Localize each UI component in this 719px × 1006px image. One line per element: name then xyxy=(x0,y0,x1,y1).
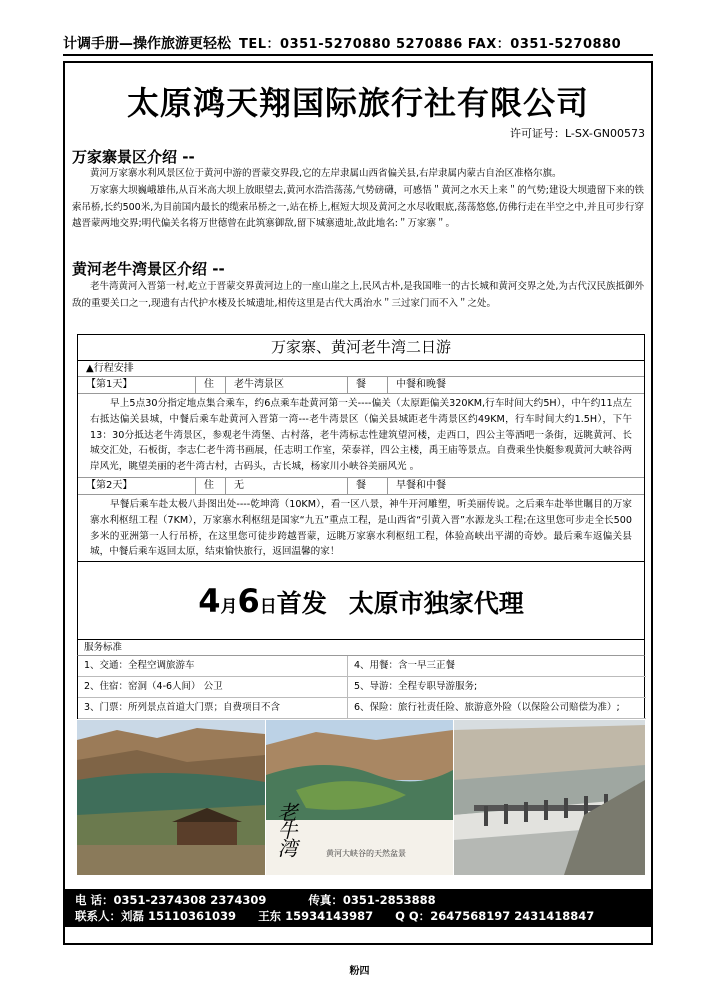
promo-agent: 太原市独家代理 xyxy=(348,589,524,618)
wanjiazhai-dam-image xyxy=(454,720,645,875)
promo-month-number: 4 xyxy=(198,582,221,620)
day-description-2: 早餐后乘车赴太极八卦图出处----乾坤湾（10KM），看一区八景，神牛开河雕塑，听美丽传说。之后乘车赴举世瞩目的万家寨水利枢纽工程（7KM），万家寨水利枢纽是国家“九五”重点工程，是山西省“引黄入晋”水源龙头工程;在这里您可步走全长500多米的亚洲第一人行吊桥，在这里您可徒步跨越晋蒙，远眺万家寨水利枢纽工程，体验高峡出平湖的奇妙。最后乘车返偏关县城，中餐后乘车返回太原，结束愉快旅行，返回温馨的家！ xyxy=(90,498,632,558)
section-title-wanjiazhai: 万家寨景区介绍 -- xyxy=(72,148,195,166)
paragraph-wanjiazhai-1: 黄河万家寨水利风景区位于黄河中游的晋蒙交界段,它的左岸隶属山西省偏关县,右岸隶属内蒙古自治区准格尔旗。 xyxy=(90,168,562,179)
qq-value: 2647568197 2431418847 xyxy=(430,909,595,923)
photo-laoniuwan-bend xyxy=(266,720,453,875)
photo-calligraphy: 老牛湾 xyxy=(274,802,298,856)
day-row-1 xyxy=(78,377,644,394)
section-title-laoniuwan: 黄河老牛湾景区介绍 -- xyxy=(72,260,225,278)
header-bar xyxy=(63,34,653,56)
paragraph-laoniuwan: 老牛湾黄河入晋第一村,屹立于晋蒙交界黄河边上的一座山崖之上,民风古朴,是我国唯一的古长城和黄河交界之处,为古代汉民族抵御外敌的重要关口之一,现遗有古代护水楼及长城遗址,相传这里是古代大禹治水＂三过家门而不入＂之处。 xyxy=(72,281,644,309)
promo-day-unit: 日 xyxy=(259,597,277,617)
stay-value: 老牛湾景区 xyxy=(226,377,348,393)
promo-launch: 首发 xyxy=(276,589,327,618)
day-description-1: 早上5点30分指定地点集合乘车，约6点乘车赴黄河第一关----偏关（太原距偏关320KM,行车时间大约5H），中午约11点左右抵达偏关县城，中餐后乘车赴黄河入晋第一湾---老牛湾景区（偏关县城距老牛湾景区约49KM，行车时间大约1.5H），下午13：30分抵达老牛湾景区，参观老牛湾堡、古村落，老牛湾标志性建筑望河楼，走西口，四公主等酒吧一条街，远眺黄河、长城交汇处，石板街，李志仁老牛湾书画展，任志明工作室，荣泰祥，四公主楼，禹王庙等景点。自费乘坐快艇参观黄河大峡谷两岸风光，眺望美丽的老牛湾古村，古码头，古长城，杨家川小峡谷美丽风光 。 xyxy=(78,394,644,478)
meal-label: 餐 xyxy=(348,377,388,393)
day-label: 【第1天】 xyxy=(78,377,196,393)
day-label: 【第2天】 xyxy=(78,478,196,494)
contact-person-2: 王东 15934143987 xyxy=(258,909,374,923)
stay-label: 住 xyxy=(196,377,226,393)
photo-strip xyxy=(77,720,645,875)
license-number: 许可证号：L-SX-GN00573 xyxy=(510,127,645,140)
tour-itinerary-box xyxy=(77,334,645,562)
service-item: 2、住宿：窑洞（4-6人间） 公卫 xyxy=(78,677,348,698)
fax-value: 0351-2853888 xyxy=(342,893,436,907)
fax-label: 传真： xyxy=(308,893,343,907)
paragraph-wanjiazhai-2: 万家寨大坝巍峨雄伟,从百米高大坝上放眼望去,黄河水浩浩荡荡,气势磅礴，可感悟＂黄河之水天上来＂的气势;建设大坝遗留下来的铁索吊桥,长约500米,为目前国内最长的缆索吊桥之一,站在桥上,框短大坝及黄河之水尽收眼底,荡荡悠悠,仿佛行走在半空之中,并且可步行穿越晋蒙两地交界;明代偏关名将万世德曾在此筑寨御敌,留下城寨遗址,故此地名:＂万家寨＂。 xyxy=(72,185,644,229)
company-name: 太原鸿天翔国际旅行社有限公司 xyxy=(126,84,589,122)
service-standard-label: 服务标准 xyxy=(77,640,645,656)
itinerary-label: ▲行程安排 xyxy=(78,361,644,377)
service-item: 4、用餐：含一早三正餐 xyxy=(348,656,646,677)
header-contact: TEL：0351-5270880 5270886 FAX：0351-5270880 xyxy=(239,37,622,52)
day-row-2 xyxy=(78,478,644,495)
meal-value: 早餐和中餐 xyxy=(396,479,446,491)
phone-label: 电 话： xyxy=(75,893,114,907)
service-standard-grid xyxy=(77,656,645,719)
photo-wanjiazhai-dam xyxy=(454,720,645,875)
contact-person-1: 刘磊 15110361039 xyxy=(121,909,237,923)
stay-value: 无 xyxy=(226,478,348,494)
meal-label: 餐 xyxy=(348,478,388,494)
service-item: 1、交通：全程空调旅游车 xyxy=(78,656,348,677)
service-item: 6、保险：旅行社责任险、旅游意外险（以保险公司赔偿为准）; xyxy=(348,698,646,719)
tour-title: 万家寨、黄河老牛湾二日游 xyxy=(78,335,644,361)
page-number: 粉四 xyxy=(349,966,370,977)
contacts-label: 联系人： xyxy=(75,909,121,923)
photo-subtitle: 黄河大峡谷的天然盆景 xyxy=(326,849,406,858)
header-motto: 计调手册—操作旅游更轻松 xyxy=(63,36,231,52)
qq-label: Q Q： xyxy=(395,909,431,923)
service-item: 5、导游：全程专职导游服务; xyxy=(348,677,646,698)
contact-bar xyxy=(63,889,653,927)
promo-day-number: 6 xyxy=(237,582,260,620)
canyon-village-image xyxy=(77,720,265,875)
phone-value: 0351-2374308 2374309 xyxy=(113,893,267,907)
meal-value: 中餐和晚餐 xyxy=(396,379,446,390)
photo-canyon-village xyxy=(77,720,265,875)
stay-label: 住 xyxy=(196,478,226,494)
promo-banner xyxy=(77,562,645,640)
service-item: 3、门票：所列景点首道大门票；自费项目不含 xyxy=(78,698,348,719)
promo-month-unit: 月 xyxy=(220,597,238,617)
